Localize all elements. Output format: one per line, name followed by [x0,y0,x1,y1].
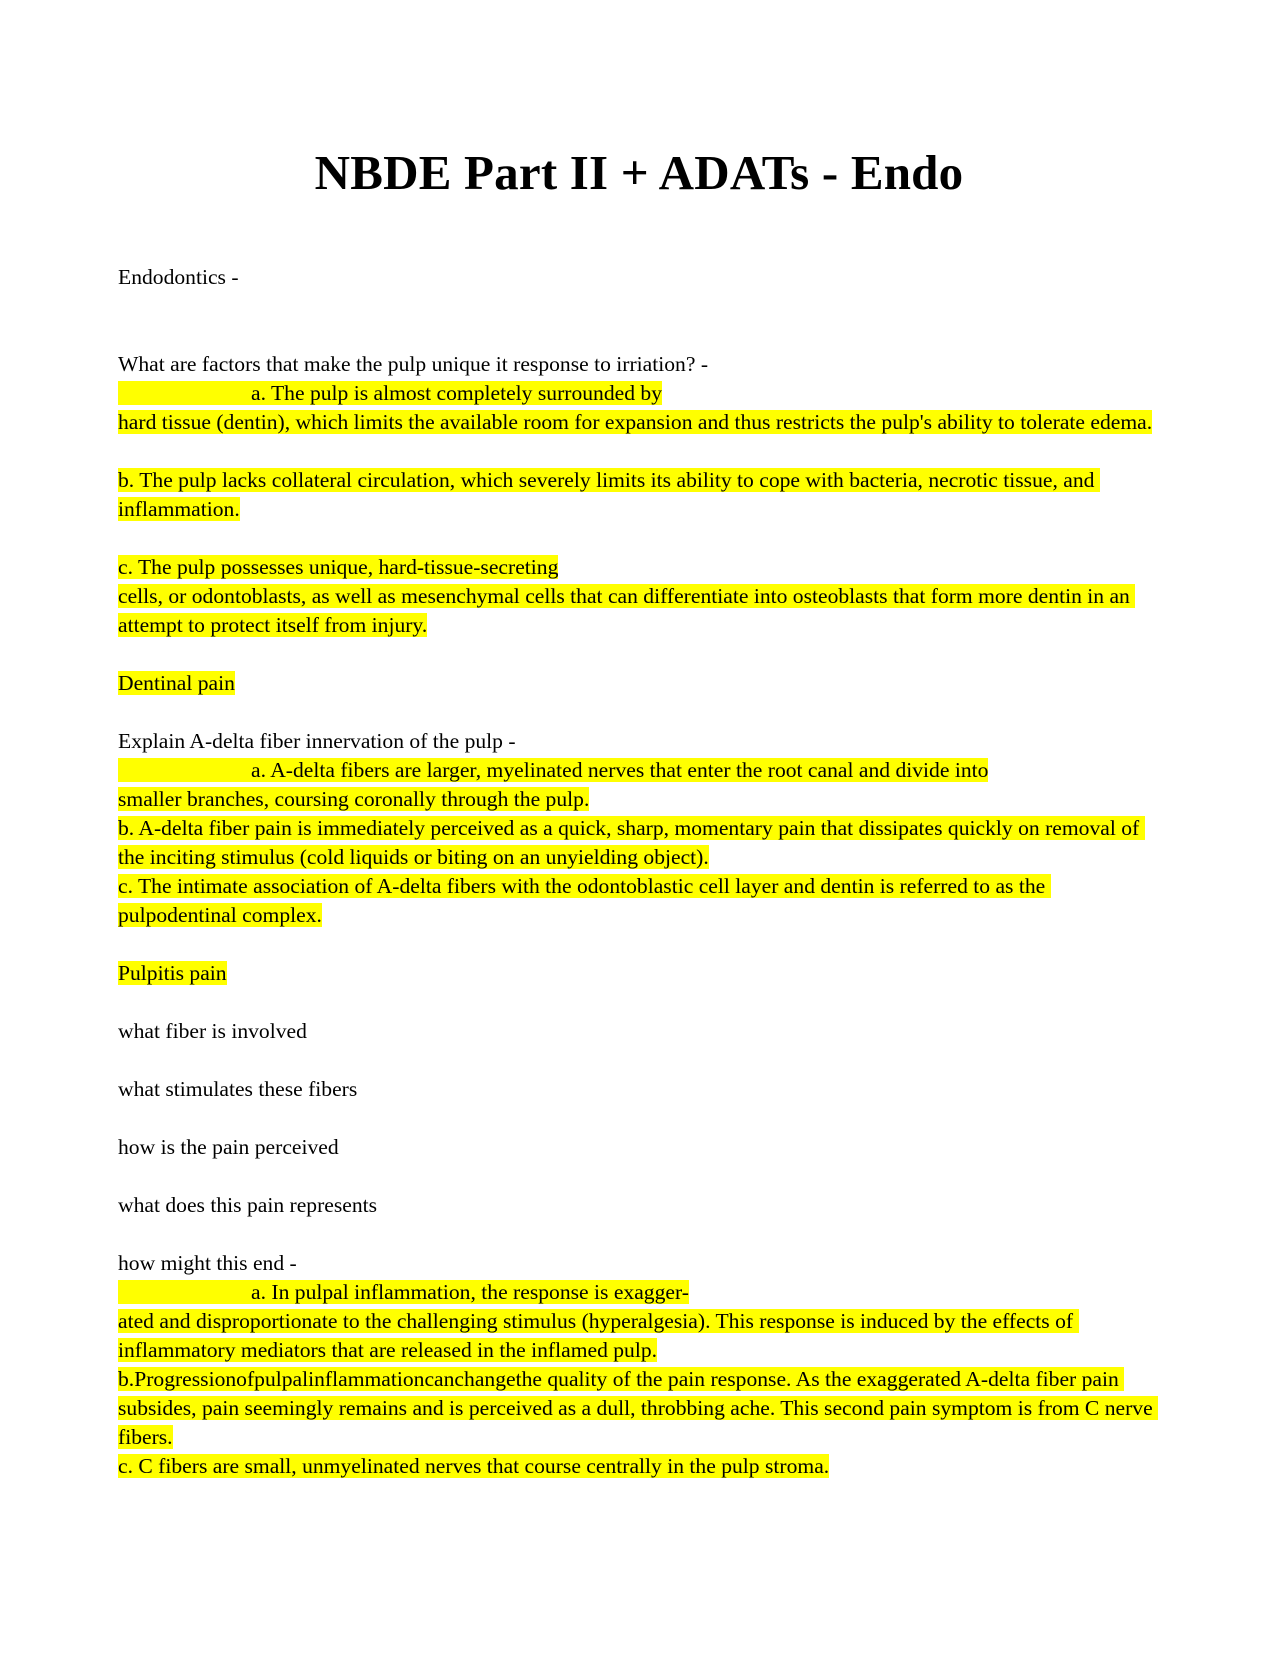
answer-a-first-line: a. The pulp is almost completely surrounded by [118,381,662,405]
answer-a-first-line: a. A-delta fibers are larger, myelinated nerves that enter the root canal and divide into [118,758,988,782]
answer-a-continuation: hard tissue (dentin), which limits the available room for expansion and thus restricts the pulp's ability to tolerate edema. [118,410,1153,434]
answer-c-continuation: cells, or odontoblasts, as well as mesenchymal cells that can differentiate into osteoblasts that form more dentin in an attempt to protect itself from injury. [118,584,1136,637]
answer-a-continuation: ated and disproportionate to the challenging stimulus (hyperalgesia). This response is induced by the effects of inflammatory mediators that are released in the inflamed pulp. [118,1309,1079,1362]
prompt-how-end: how might this end - [118,1251,297,1275]
answer-b: b.Progressionofpulpalinflammationcanchangethe quality of the pain response. As the exaggerated A-delta fiber pain subsides, pain seemingly remains and is perceived as a dull, throbbing ache. This second pain symptom is from C nerve fibers. [118,1367,1159,1449]
pulpitis-pain-heading: Pulpitis pain [118,961,227,985]
answer-b: b. The pulp lacks collateral circulation, which severely limits its ability to cope with bacteria, necrotic tissue, and inflammation. [118,468,1100,521]
answer-a-first-line: a. In pulpal inflammation, the response is exagger- [118,1280,689,1304]
answer-a-delta [118,756,1160,930]
section-heading: Endodontics - [118,265,239,289]
answer-c-first-line: c. The pulp possesses unique, hard-tissue-secreting [118,555,559,579]
document-body [118,263,1160,1481]
prompt-fiber-involved: what fiber is involved [118,1019,307,1043]
prompt-pain-perceived: how is the pain perceived [118,1135,339,1159]
dentinal-pain-heading: Dentinal pain [118,671,235,695]
question-a-delta: Explain A-delta fiber innervation of the pulp - [118,729,516,753]
prompt-stimulates-fibers: what stimulates these fibers [118,1077,358,1101]
answer-pulpitis [118,1278,1160,1481]
question-pulp-factors: What are factors that make the pulp unique it response to irriation? - [118,352,709,376]
answer-a-continuation: smaller branches, coursing coronally through the pulp. [118,787,590,811]
answer-pulp-factors [118,379,1160,640]
answer-c: c. C fibers are small, unmyelinated nerves that course centrally in the pulp stroma. [118,1454,830,1478]
answer-c: c. The intimate association of A-delta fibers with the odontoblastic cell layer and dentin is referred to as the pulpodentinal complex. [118,874,1051,927]
prompt-pain-represents: what does this pain represents [118,1193,378,1217]
document-title: NBDE Part II + ADATs - Endo [314,145,964,200]
answer-b: b. A-delta fiber pain is immediately perceived as a quick, sharp, momentary pain that dissipates quickly on removal of the inciting stimulus (cold liquids or biting on an unyielding object). [118,816,1145,869]
